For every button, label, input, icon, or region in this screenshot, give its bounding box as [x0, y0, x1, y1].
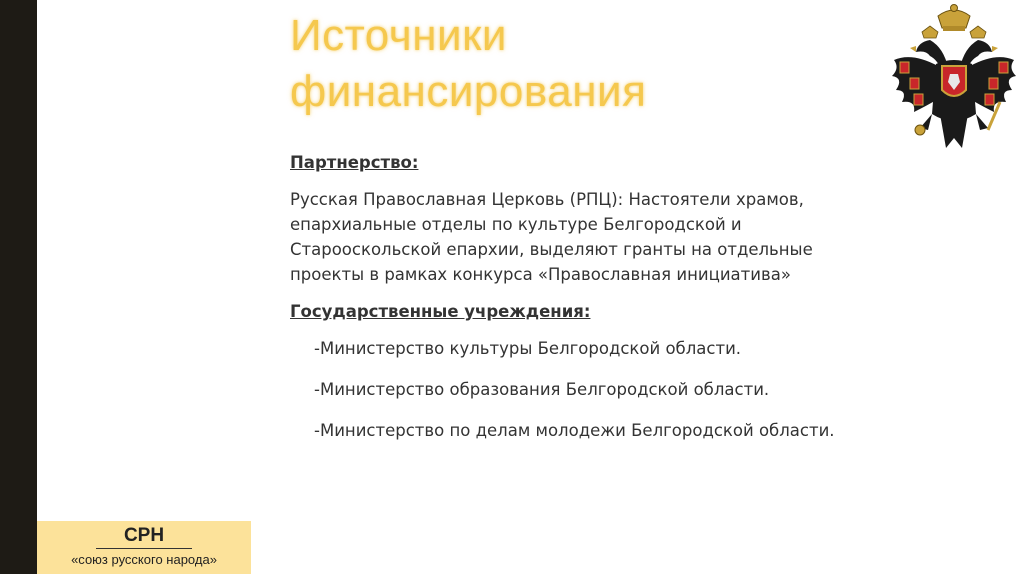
badge-title: СРН	[123, 525, 165, 546]
title-line-2: финансирования	[290, 67, 647, 116]
list-item: -Министерство по делам молодежи Белгородской области.	[314, 421, 835, 440]
slide-title	[290, 8, 810, 120]
title-line-1: Источники	[290, 11, 507, 60]
coat-of-arms-icon	[886, 2, 1022, 160]
gov-institutions-heading: Государственные учреждения:	[290, 302, 591, 321]
list-item: -Министерство образования Белгородской области.	[314, 380, 770, 399]
slide-content	[290, 150, 850, 459]
partnership-heading: Партнерство:	[290, 153, 419, 172]
list-item: -Министерство культуры Белгородской области.	[314, 339, 742, 358]
srn-badge	[37, 521, 251, 574]
partnership-text: Русская Православная Церковь (РПЦ): Настоятели храмов, епархиальные отделы по культуре Белгородской и Старооскольской епархии, выделяют гранты на отдельные проекты в рамках конкурса «Православная инициатива»	[290, 190, 813, 284]
badge-subtitle: «союз русского народа»	[71, 552, 217, 567]
left-dark-bar	[0, 0, 37, 574]
badge-divider	[96, 548, 192, 549]
